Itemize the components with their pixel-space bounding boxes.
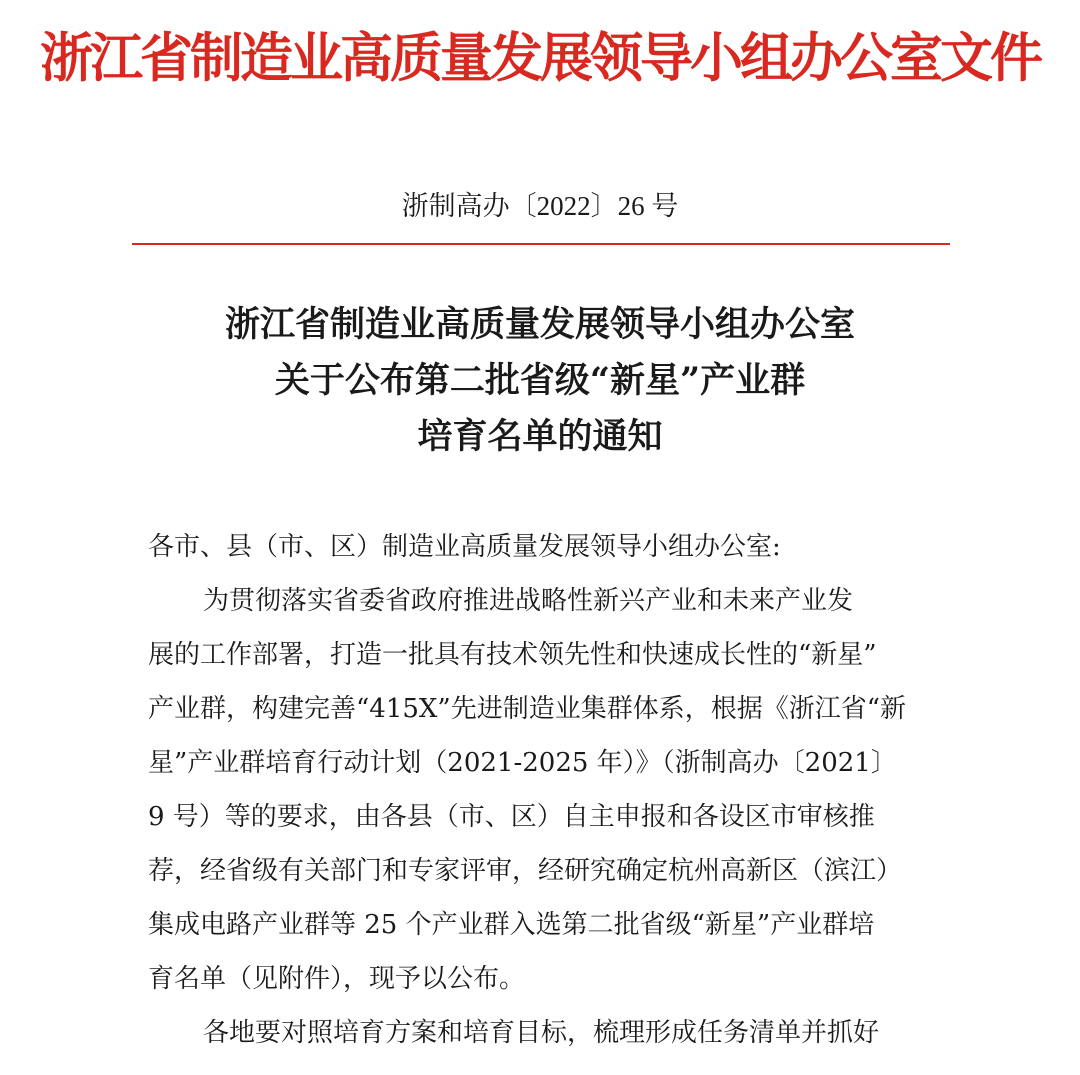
document-header-title: 浙江省制造业高质量发展领导小组办公室文件 — [40, 27, 1040, 89]
salutation: 各市、县（市、区）制造业高质量发展领导小组办公室: — [148, 532, 781, 562]
document-number: 浙制高办〔2022〕26 号 — [401, 191, 679, 221]
paragraph-1-line-8: 育名单（见附件），现予以公布。 — [148, 964, 526, 994]
paragraph-1-line-5: 9 号）等的要求，由各县（市、区）自主申报和各设区市审核推 — [148, 802, 875, 832]
notice-title-line-2: 关于公布第二批省级“新星”产业群 — [274, 360, 806, 401]
paragraph-1-line-4: 星”产业群培育行动计划（2021-2025 年）》（浙制高办〔2021〕 — [148, 748, 897, 778]
paragraph-1-line-7: 集成电路产业群等 25 个产业群入选第二批省级“新星”产业群培 — [148, 910, 875, 940]
paragraph-1-line-1: 为贯彻落实省委省政府推进战略性新兴产业和未来产业发 — [203, 586, 854, 616]
notice-title-line-1: 浙江省制造业高质量发展领导小组办公室 — [224, 304, 855, 345]
notice-body — [148, 520, 948, 1060]
paragraph-2-line-1: 各地要对照培育方案和培育目标，梳理形成任务清单并抓好 — [203, 1018, 880, 1048]
paragraph-1-line-2: 展的工作部署，打造一批具有技术领先性和快速成长性的“新星” — [148, 640, 877, 670]
paragraph-1-line-3: 产业群，构建完善“415X”先进制造业集群体系，根据《浙江省“新 — [148, 694, 907, 724]
red-divider-line — [132, 243, 950, 245]
paragraph-1-line-6: 荐，经省级有关部门和专家评审，经研究确定杭州高新区（滨江） — [148, 856, 903, 886]
notice-title — [0, 297, 1080, 465]
notice-title-line-3: 培育名单的通知 — [417, 416, 663, 457]
